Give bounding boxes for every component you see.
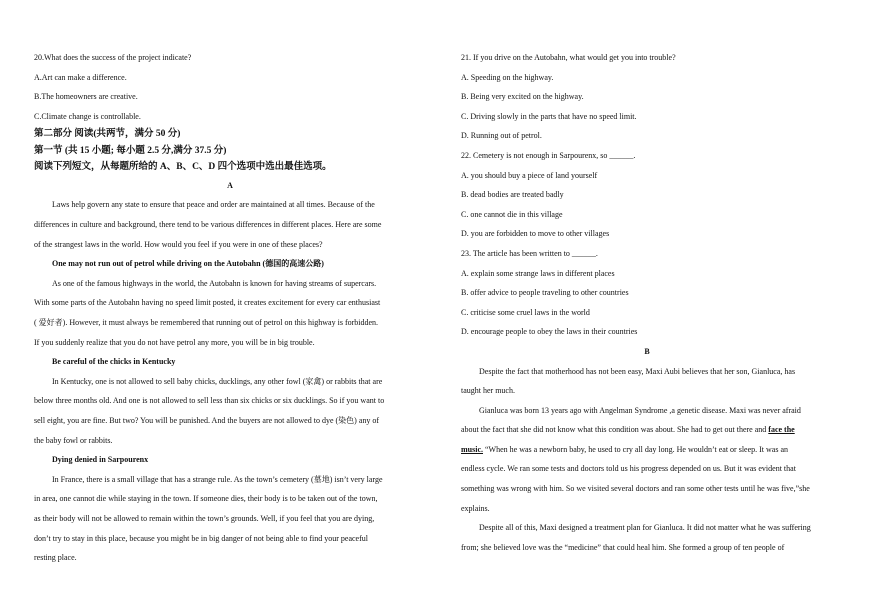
section-heading: 第一节 (共 15 小题; 每小题 2.5 分,满分 37.5 分)	[34, 145, 227, 156]
body-line	[461, 440, 833, 460]
q21-option-a: A. Speeding on the highway.	[461, 72, 554, 82]
body-text: “When he was a newborn baby, he used to cry all day long. He wouldn’t eat or sleep. It was an	[483, 444, 789, 454]
body-text: about the fact that she did not know what this condition was about. She had to get out there and	[461, 425, 769, 435]
q20-option-b: B.The homeowners are creative.	[34, 92, 138, 102]
body-line: taught her much.	[461, 386, 515, 396]
q22-option-d: D. you are forbidden to move to other villages	[461, 229, 610, 239]
body-line: Despite all of this, Maxi designed a treatment plan for Gianluca. It did not matter what he was suffering	[479, 523, 811, 533]
body-line: don’t try to stay in this place, because you might be in big danger of not being able to find your peaceful	[34, 533, 368, 543]
section-title-kentucky: Be careful of the chicks in Kentucky	[52, 357, 176, 367]
q20-option-c: C.Climate change is controllable.	[34, 111, 141, 121]
body-line: resting place.	[34, 553, 77, 563]
q21-question: 21. If you drive on the Autobahn, what would get you into trouble?	[461, 53, 676, 62]
body-line: from; she believed love was the “medicine” that could heal him. She formed a group of ten people of	[461, 542, 785, 552]
intro-line: differences in culture and background, there tend to be various differences in different places. Here are some	[34, 220, 382, 230]
section-title-sarpourenx: Dying denied in Sarpourenx	[52, 455, 149, 465]
part-heading: 第二部分 阅读(共两节，满分 50 分)	[34, 129, 181, 140]
underlined-phrase: music.	[461, 444, 483, 454]
q23-option-b: B. offer advice to people traveling to other countries	[461, 288, 629, 298]
underlined-phrase: face the	[768, 425, 795, 435]
q21-option-d: D. Running out of petrol.	[461, 131, 542, 141]
q23-option-c: C. criticise some cruel laws in the world	[461, 307, 590, 317]
passage-label-a: A	[227, 180, 233, 190]
passage-label-b: B	[644, 346, 650, 356]
intro-line: of the strangest laws in the world. How would you feel if you were in one of these places?	[34, 239, 323, 249]
q20-option-a: A.Art can make a difference.	[34, 72, 127, 82]
q22-option-c: C. one cannot die in this village	[461, 209, 563, 219]
body-line: With some parts of the Autobahn having no speed limit posted, it creates excitement for every car enthusiast	[34, 298, 381, 308]
body-line: ( 爱好者). However, it must always be remembered that running out of petrol on this highway is forbidden.	[34, 318, 379, 328]
body-line	[461, 420, 833, 440]
body-line: As one of the famous highways in the world, the Autobahn is known for having streams of supercars.	[52, 278, 377, 288]
body-line: If you suddenly realize that you do not have petrol any more, you will be in big trouble.	[34, 337, 315, 347]
intro-line: Laws help govern any state to ensure that peace and order are maintained at all times. Because of the	[52, 200, 375, 210]
body-line: as their body will not be allowed to remain within the town’s grounds. Well, if you feel that you are dying,	[34, 513, 375, 523]
q22-question: 22. Cemetery is not enough in Sarpourenx, so ______.	[461, 150, 636, 160]
section-title-autobahn: One may not run out of petrol while driving on the Autobahn (德国的高速公路)	[52, 259, 324, 269]
body-line: in area, one cannot die while staying in the town. If someone dies, their body is to be taken out of the town,	[34, 494, 378, 504]
q20-question: 20.What does the success of the project indicate?	[34, 53, 192, 62]
right-column	[461, 48, 833, 557]
body-line: Gianluca was born 13 years ago with Angelman Syndrome ,a genetic disease. Maxi was never afraid	[479, 405, 801, 415]
q21-option-c: C. Driving slowly in the parts that have no speed limit.	[461, 111, 637, 121]
body-line: something was wrong with him. So we visited several doctors and ran some other tests until he was five,”she	[461, 484, 810, 494]
q22-option-a: A. you should buy a piece of land yourself	[461, 170, 598, 180]
instruction: 阅读下列短文，从每题所给的 A、B、C、D 四个选项中选出最佳选项。	[34, 162, 332, 173]
body-line: Despite the fact that motherhood has not been easy, Maxi Aubi believes that her son, Gianluca, has	[479, 366, 796, 376]
q22-option-b: B. dead bodies are treated badly	[461, 190, 564, 200]
body-line: the baby fowl or rabbits.	[34, 435, 113, 445]
body-line: explains.	[461, 503, 490, 513]
body-line: endless cycle. We ran some tests and doctors told us his progress depended on us. But it was evident that	[461, 464, 796, 474]
q21-option-b: B. Being very excited on the highway.	[461, 92, 584, 102]
q23-question: 23. The article has been written to ______.	[461, 248, 598, 258]
body-line: In France, there is a small village that has a strange rule. As the town’s cemetery (墓地) isn’t very large	[52, 474, 383, 484]
q23-option-a: A. explain some strange laws in different places	[461, 268, 615, 278]
body-line: below three months old. And one is not allowed to sell less than six chicks or six ducklings. So if you want to	[34, 396, 385, 406]
left-column	[34, 48, 426, 568]
body-line: sell eight, you are fine. But two? You will be punished. And the buyers are not allowed to dye (染色) any of	[34, 416, 380, 425]
q23-option-d: D. encourage people to obey the laws in their countries	[461, 327, 638, 337]
body-line: In Kentucky, one is not allowed to sell baby chicks, ducklings, any other fowl (家禽) or rabbits that are	[52, 376, 383, 386]
